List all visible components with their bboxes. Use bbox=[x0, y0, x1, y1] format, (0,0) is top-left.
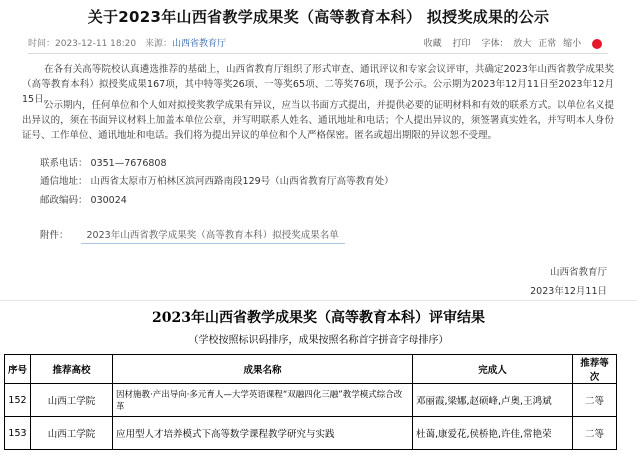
notice-paragraph-1: 在各有关高等院校认真遴选推荐的基础上，山西省教育厅组织了形式审查、通讯评议和专家会议评审，共确定2023年山西省教学成果奖（高等教育本科）拟授奖成果167项，其中特等奖26项、一等奖65项、二等奖76项，现予公示。公示期为2023年12月11日至2023年12月15日。 bbox=[22, 64, 614, 105]
cell-name: 应用型人才培养模式下高等数学课程教学研究与实践 bbox=[113, 417, 413, 450]
font-larger-button[interactable]: 放大 bbox=[513, 39, 532, 49]
header-no: 序号 bbox=[5, 355, 31, 384]
cell-level: 二等 bbox=[573, 384, 617, 417]
weibo-share-icon[interactable] bbox=[592, 39, 602, 49]
cell-people: 邓丽霞,梁娜,赵硕峰,卢奥,王鸿斌 bbox=[413, 384, 573, 417]
source-label: 来源： bbox=[144, 39, 172, 49]
favorite-button[interactable]: 收藏 bbox=[423, 39, 442, 49]
cell-name: 因材施教·产出导向·多元育人—大学英语课程“双融四化三融”教学模式综合改革 bbox=[113, 384, 413, 417]
table-row bbox=[5, 417, 617, 450]
page-title: 关于2023年山西省教学成果奖（高等教育本科） 拟授奖成果的公示 bbox=[87, 8, 550, 26]
print-button[interactable]: 打印 bbox=[452, 39, 471, 49]
cell-school: 山西工学院 bbox=[31, 417, 113, 450]
notice-paragraph-2: 公示期内，任何单位和个人如对拟授奖教学成果有异议，应当以书面方式提出，并提供必要的证明材料和有效的联系方式。以单位名义提出异议的，须在书面异议材料上加盖本单位公章，并写明联系人姓名、通讯地址和电话；个人提出异议的，须签署真实姓名，并写明本人身份证号、工作单位、通讯地址和电话。我们将为提出异议的单位和个人严格保密。匿名或超出期限的异议恕不受理。 bbox=[22, 100, 615, 141]
cell-no: 152 bbox=[5, 384, 31, 417]
header-level: 推荐等次 bbox=[573, 355, 617, 384]
table-row bbox=[5, 384, 617, 417]
cell-no: 153 bbox=[5, 417, 31, 450]
font-size-label: 字体： bbox=[481, 39, 509, 49]
attachment bbox=[40, 227, 345, 244]
results-sheet-title: 2023年山西省教学成果奖（高等教育本科）评审结果 bbox=[152, 310, 485, 326]
font-normal-button[interactable]: 正常 bbox=[538, 39, 557, 49]
contact-phone: 联系电话： 0351—7676808 bbox=[40, 158, 167, 169]
article-tools bbox=[416, 36, 602, 49]
results-table bbox=[4, 354, 617, 450]
attachment-label: 附件： bbox=[40, 230, 69, 241]
signature-org: 山西省教育厅 bbox=[549, 267, 607, 278]
source-link[interactable]: 山西省教育厅 bbox=[172, 39, 227, 49]
article-meta bbox=[28, 36, 608, 52]
cell-school: 山西工学院 bbox=[31, 384, 113, 417]
header-people: 完成人 bbox=[413, 355, 573, 384]
publish-time: 时间：2023-12-11 18:20 bbox=[28, 39, 137, 49]
attachment-link[interactable]: 2023年山西省教学成果奖（高等教育本科）拟授奖成果名单 bbox=[81, 227, 345, 244]
sheet-divider bbox=[0, 300, 637, 301]
cell-level: 二等 bbox=[573, 417, 617, 450]
contact-zip: 邮政编码： 030024 bbox=[40, 195, 127, 206]
font-smaller-button[interactable]: 缩小 bbox=[563, 39, 582, 49]
header-school: 推荐高校 bbox=[31, 355, 113, 384]
table-header-row bbox=[5, 355, 617, 384]
header-name: 成果名称 bbox=[113, 355, 413, 384]
meta-divider bbox=[28, 53, 608, 54]
signature-date: 2023年12月11日 bbox=[530, 286, 607, 297]
results-sheet-subtitle: （学校按照标识码排序，成果按照名称首字拼音字母排序） bbox=[188, 335, 449, 346]
contact-address: 通信地址： 山西省太原市万柏林区滨河西路南段129号（山西省教育厅高等教育处） bbox=[40, 176, 394, 187]
cell-people: 杜蔼,康爱花,侯桥艳,许佳,常艳荣 bbox=[413, 417, 573, 450]
